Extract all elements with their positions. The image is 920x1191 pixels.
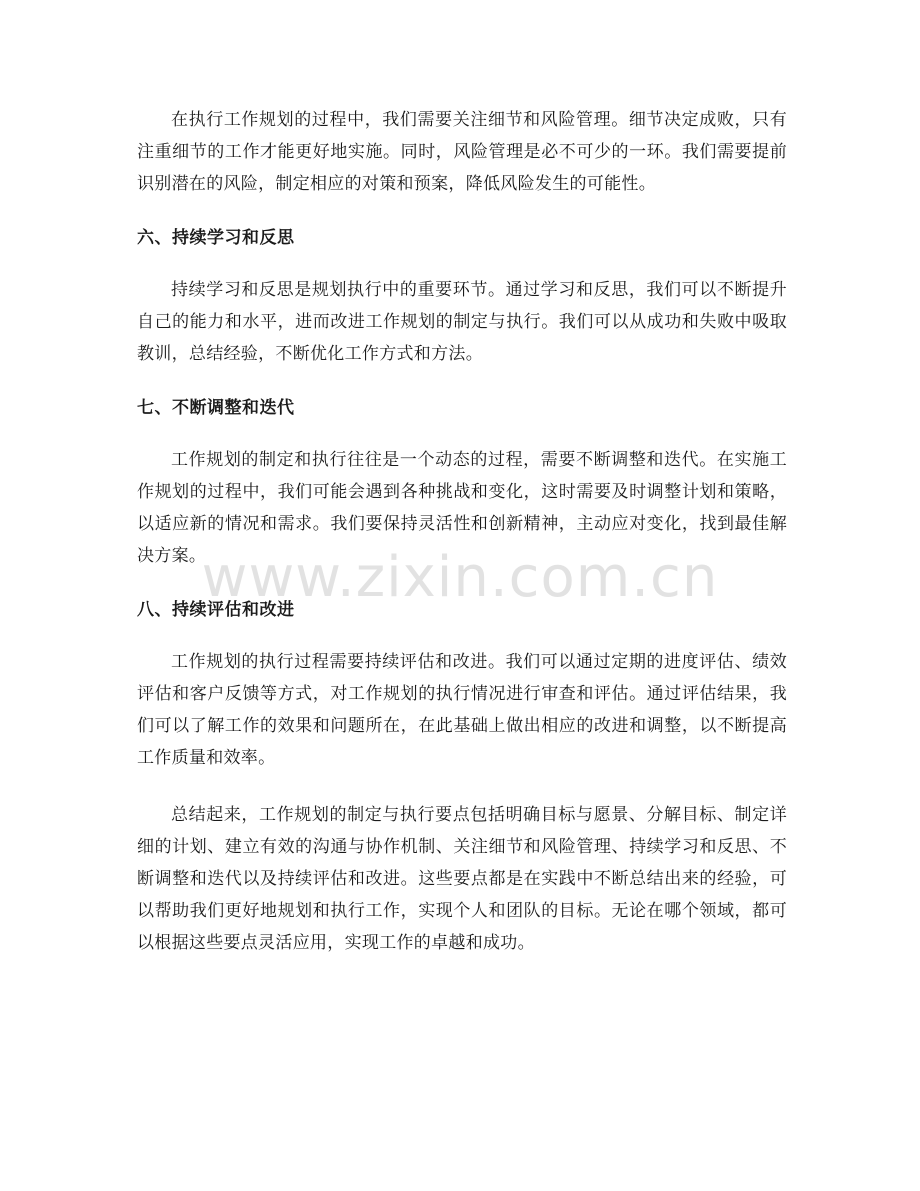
watermark-text: www.zixin.com.cn: [201, 545, 719, 610]
heading-section-7: 七、不断调整和迭代: [137, 398, 295, 418]
paragraph-section-7: 工作规划的制定和执行往往是一个动态的过程，需要不断调整和迭代。在实施工作规划的过程中，我们可能会遇到各种挑战和变化，这时需要及时调整计划和策略，以适应新的情况和需求。我们要保持灵活性和创新精神，主动应对变化，找到最佳解决方案。: [137, 450, 787, 566]
paragraph-section-6: 持续学习和反思是规划执行中的重要环节。通过学习和反思，我们可以不断提升自己的能力和水平，进而改进工作规划的制定与执行。我们可以从成功和失败中吸取教训，总结经验，不断优化工作方式和方法。: [137, 280, 787, 364]
paragraph-summary: 总结起来，工作规划的制定与执行要点包括明确目标与愿景、分解目标、制定详细的计划、建立有效的沟通与协作机制、关注细节和风险管理、持续学习和反思、不断调整和迭代以及持续评估和改进。这些要点都是在实践中不断总结出来的经验，可以帮助我们更好地规划和执行工作，实现个人和团队的目标。无论在哪个领域，都可以根据这些要点灵活应用，实现工作的卓越和成功。: [137, 805, 787, 953]
heading-section-8: 八、持续评估和改进: [137, 600, 295, 620]
document-body: [137, 104, 787, 959]
heading-section-6: 六、持续学习和反思: [137, 228, 295, 248]
paragraph-section-8: 工作规划的执行过程需要持续评估和改进。我们可以通过定期的进度评估、绩效评估和客户反馈等方式，对工作规划的执行情况进行审查和评估。通过评估结果，我们可以了解工作的效果和问题所在，在此基础上做出相应的改进和调整，以不断提高工作质量和效率。: [137, 652, 787, 768]
paragraph-risk-management: 在执行工作规划的过程中，我们需要关注细节和风险管理。细节决定成败，只有注重细节的工作才能更好地实施。同时，风险管理是必不可少的一环。我们需要提前识别潜在的风险，制定相应的对策和预案，降低风险发生的可能性。: [137, 110, 787, 194]
